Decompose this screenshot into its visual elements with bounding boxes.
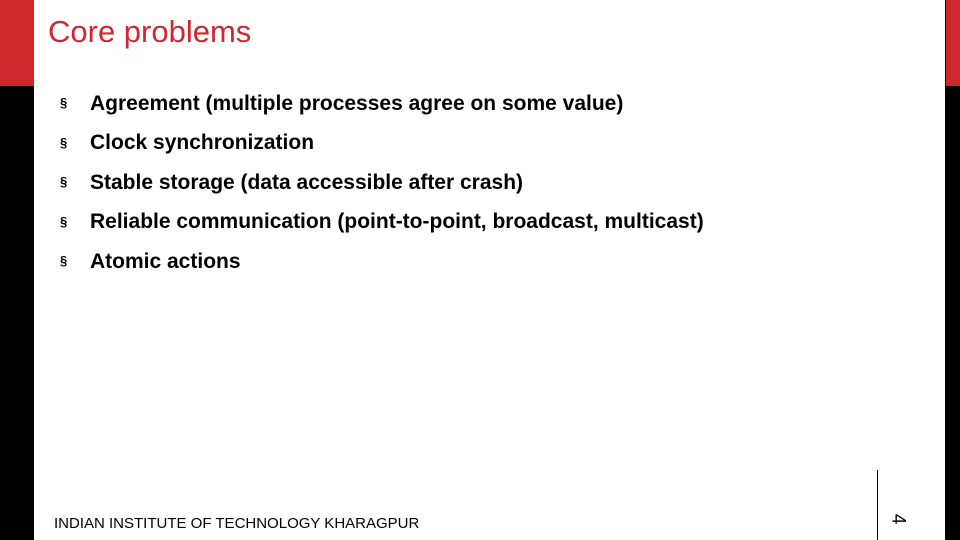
bullet-item [60, 124, 704, 164]
bullet-text: Atomic actions [90, 249, 241, 273]
bullet-marker-icon: § [60, 213, 68, 229]
bullet-item [60, 84, 704, 124]
footer-institution: INDIAN INSTITUTE OF TECHNOLOGY KHARAGPUR [54, 515, 420, 532]
bullet-marker-icon: § [60, 253, 68, 269]
bullet-item [60, 203, 704, 243]
bullet-text: Reliable communication (point-to-point, broadcast, multicast) [90, 210, 704, 234]
bullet-marker-icon: § [60, 174, 68, 190]
page-number-divider [877, 470, 878, 540]
slide-title: Core problems [48, 14, 252, 49]
page-number-text: 4 [886, 513, 908, 525]
accent-bar-right [946, 0, 960, 86]
bullet-text: Clock synchronization [90, 131, 315, 155]
bullet-item [60, 163, 704, 203]
bullet-text: Stable storage (data accessible after crash) [90, 170, 524, 194]
bullet-marker-icon: § [60, 95, 68, 111]
slide-content [34, 0, 945, 540]
accent-bar-left [0, 0, 34, 86]
bullet-item [60, 242, 704, 282]
bullet-text: Agreement (multiple processes agree on some value) [90, 91, 624, 115]
bullet-marker-icon: § [60, 134, 68, 150]
bullet-list [60, 84, 704, 282]
page-number [884, 506, 910, 532]
